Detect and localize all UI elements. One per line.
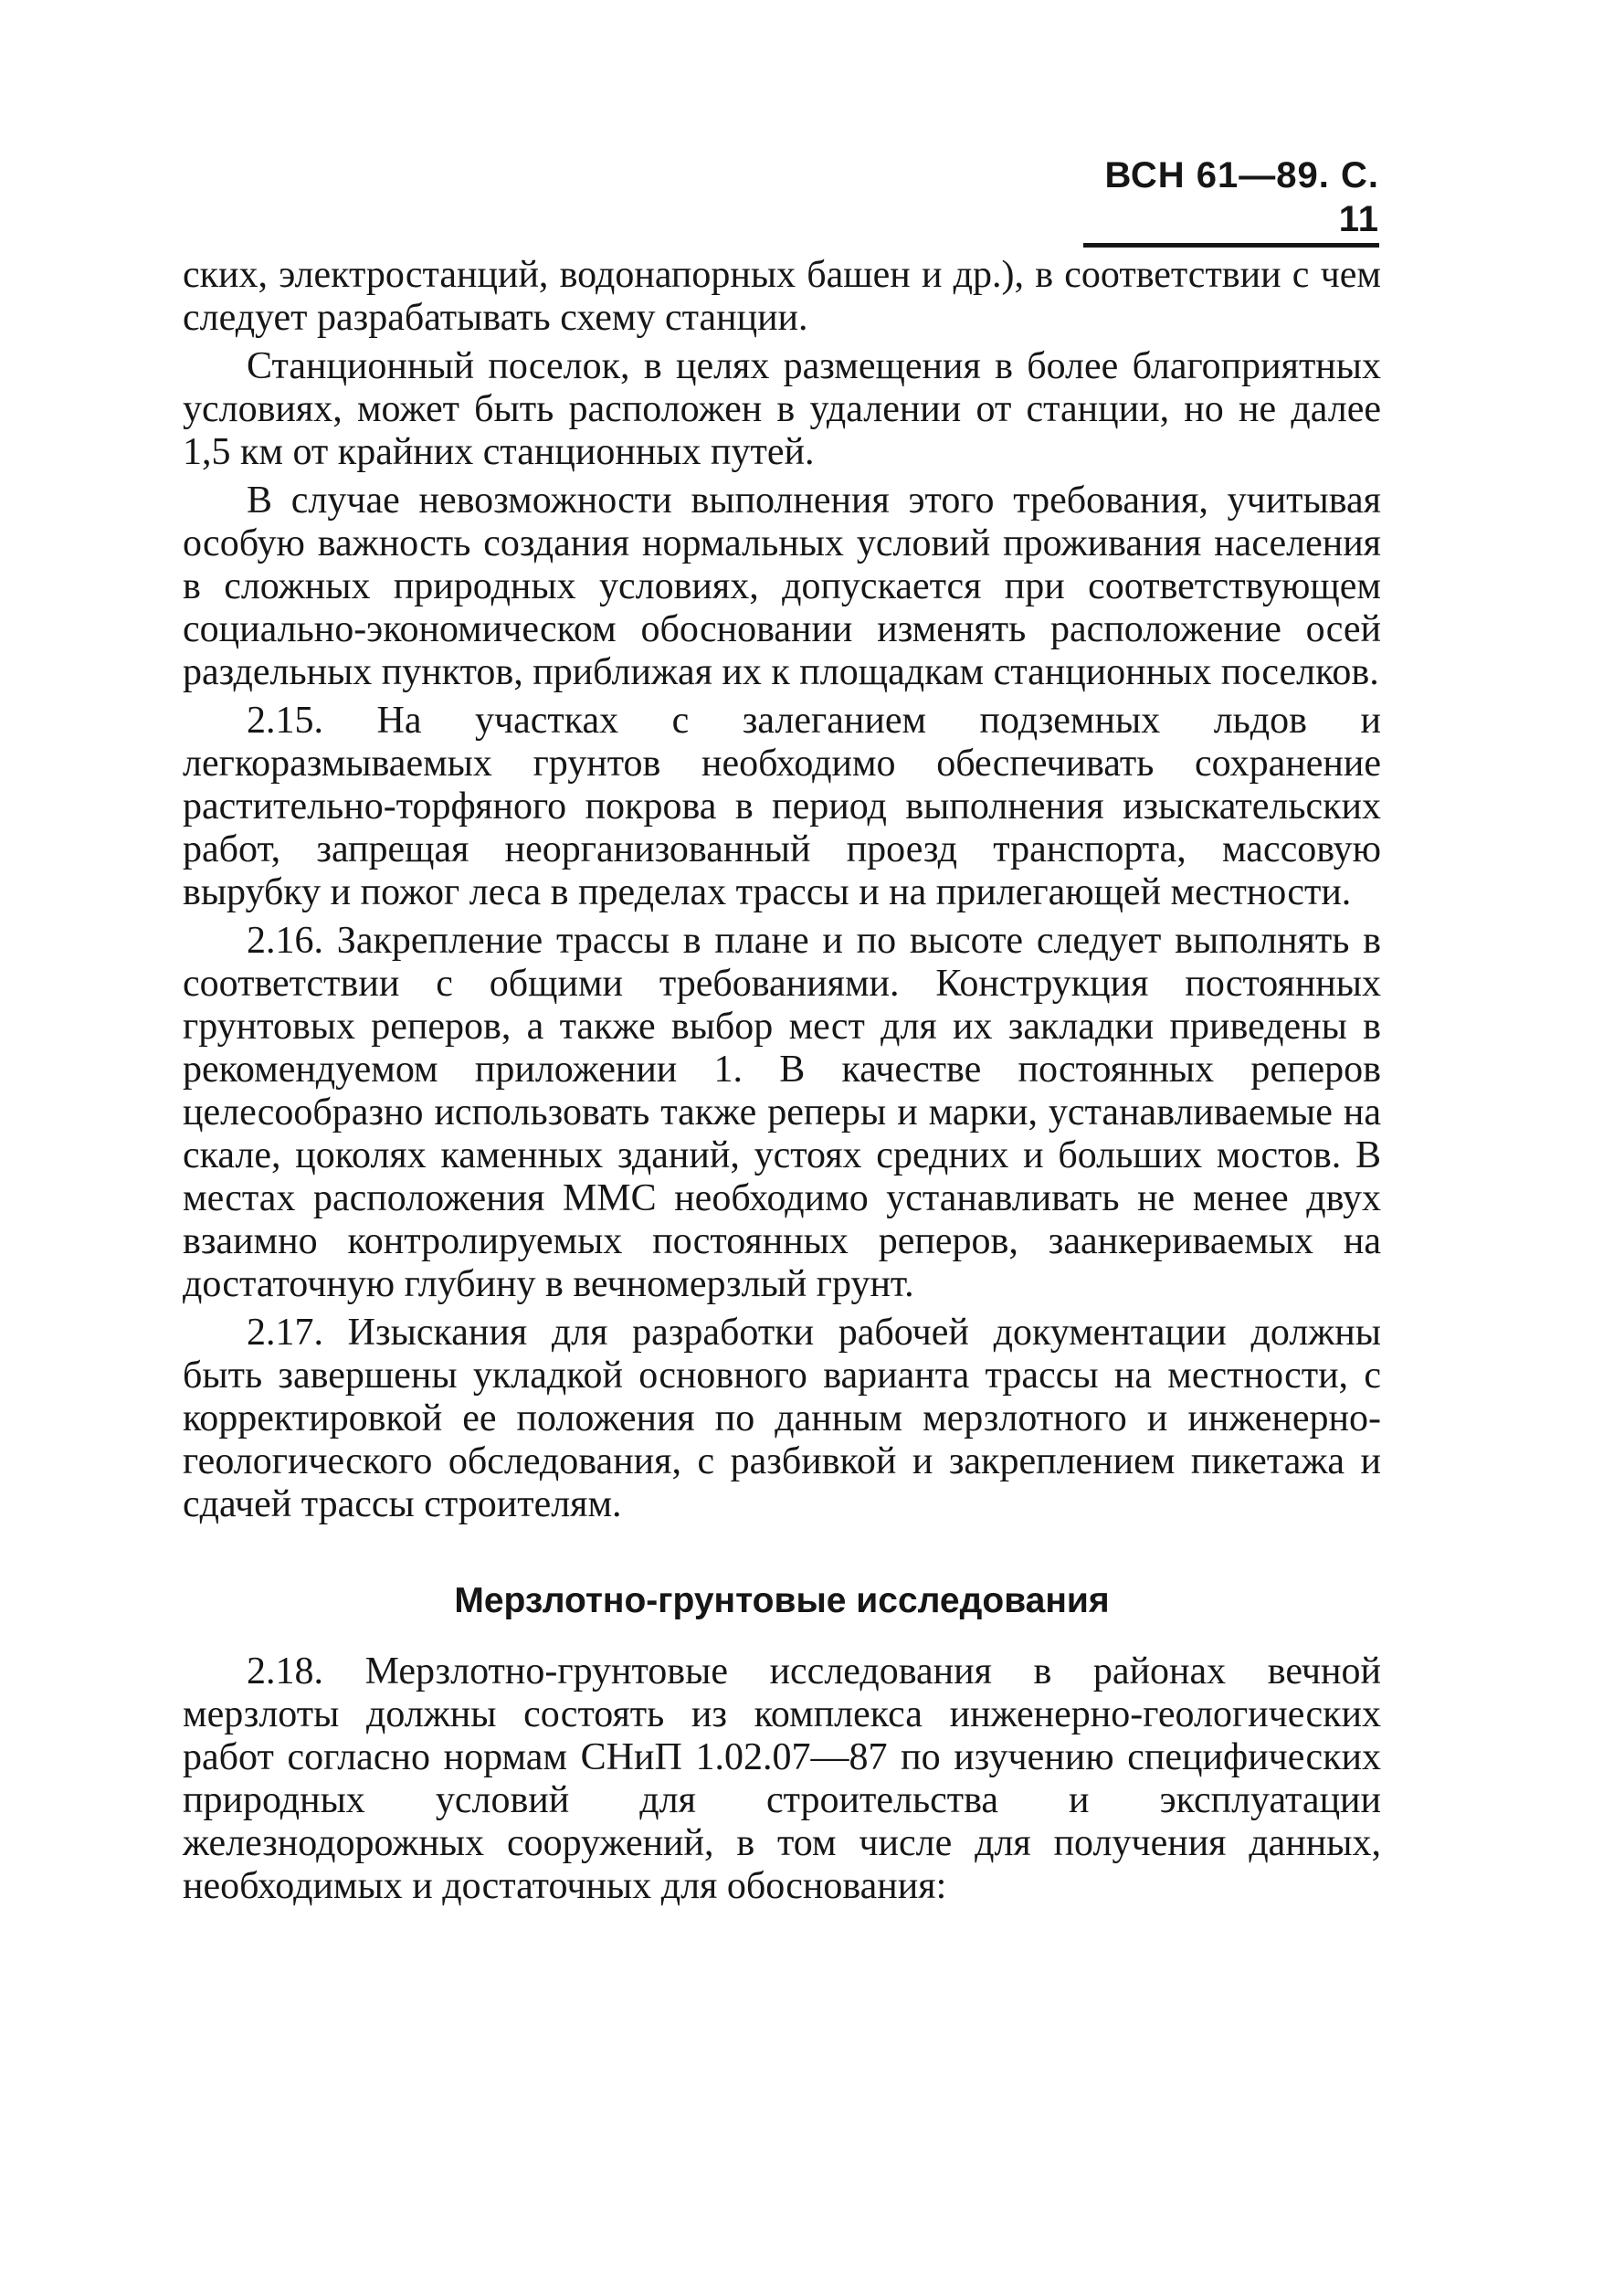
paragraph-impossibility-case: В случае невозможности выполнения этого требования, учитывая особую важность создания нормальных условий проживания населения в сложных природных условиях, допускается при соответствующем социально-экономическом обосновании изменять расположение осей раздельных пунктов, приближая их к площадкам станционных поселков. bbox=[183, 480, 1381, 693]
paragraph-2-17: 2.17. Изыскания для разработки рабочей документации должны быть завершены укладкой основного варианта трассы на местности, с корректировкой ее положения по данным мерзлотного и инженерно-геологического обследования, с разбивкой и закреплением пикетажа и сдачей трассы строителям. bbox=[183, 1312, 1381, 1525]
paragraph-continuation: ских, электростанций, водонапорных башен и др.), в соответствии с чем следует разрабатывать схему станции. bbox=[183, 254, 1381, 339]
paragraph-2-18: 2.18. Мерзлотно-грунтовые исследования в районах вечной мерзлоты должны состоять из комплекса инженерно-геологических работ согласно нормам СНиП 1.02.07—87 по изучению специфических природных условий для строительства и эксплуатации железнодорожных сооружений, в том числе для получения данных, необходимых и достаточных для обоснования: bbox=[183, 1650, 1381, 1907]
paragraph-2-16: 2.16. Закрепление трассы в плане и по высоте следует выполнять в соответствии с общими требованиями. Конструкция постоянных грунтовых реперов, а также выбор мест для их закладки приведены в рекомендуемом приложении 1. В качестве постоянных реперов целесообразно использовать также реперы и марки, устанавливаемые на скале, цоколях каменных зданий, устоях средних и больших мостов. В местах расположения ММС необходимо устанавливать не менее двух взаимно контролируемых постоянных реперов, заанкериваемых на достаточную глубину в вечномерзлый грунт. bbox=[183, 920, 1381, 1305]
section-heading: Мерзлотно-грунтовые исследования bbox=[454, 1581, 1110, 1620]
page-header: ВСН 61—89. С. 11 bbox=[1083, 153, 1379, 248]
paragraph-2-15: 2.15. На участках с залеганием подземных льдов и легкоразмываемых грунтов необходимо обеспечивать сохранение растительно-торфяного покрова в период выполнения изыскательских работ, запрещая неорганизованный проезд транспорта, массовую вырубку и пожог леса в пределах трассы и на прилегающей местности. bbox=[183, 700, 1381, 913]
paragraph-station-settlement: Станционный поселок, в целях размещения в более благоприятных условиях, может быть расположен в удалении от станции, но не далее 1,5 км от крайних станционных путей. bbox=[183, 345, 1381, 473]
document-body bbox=[183, 254, 1381, 1908]
